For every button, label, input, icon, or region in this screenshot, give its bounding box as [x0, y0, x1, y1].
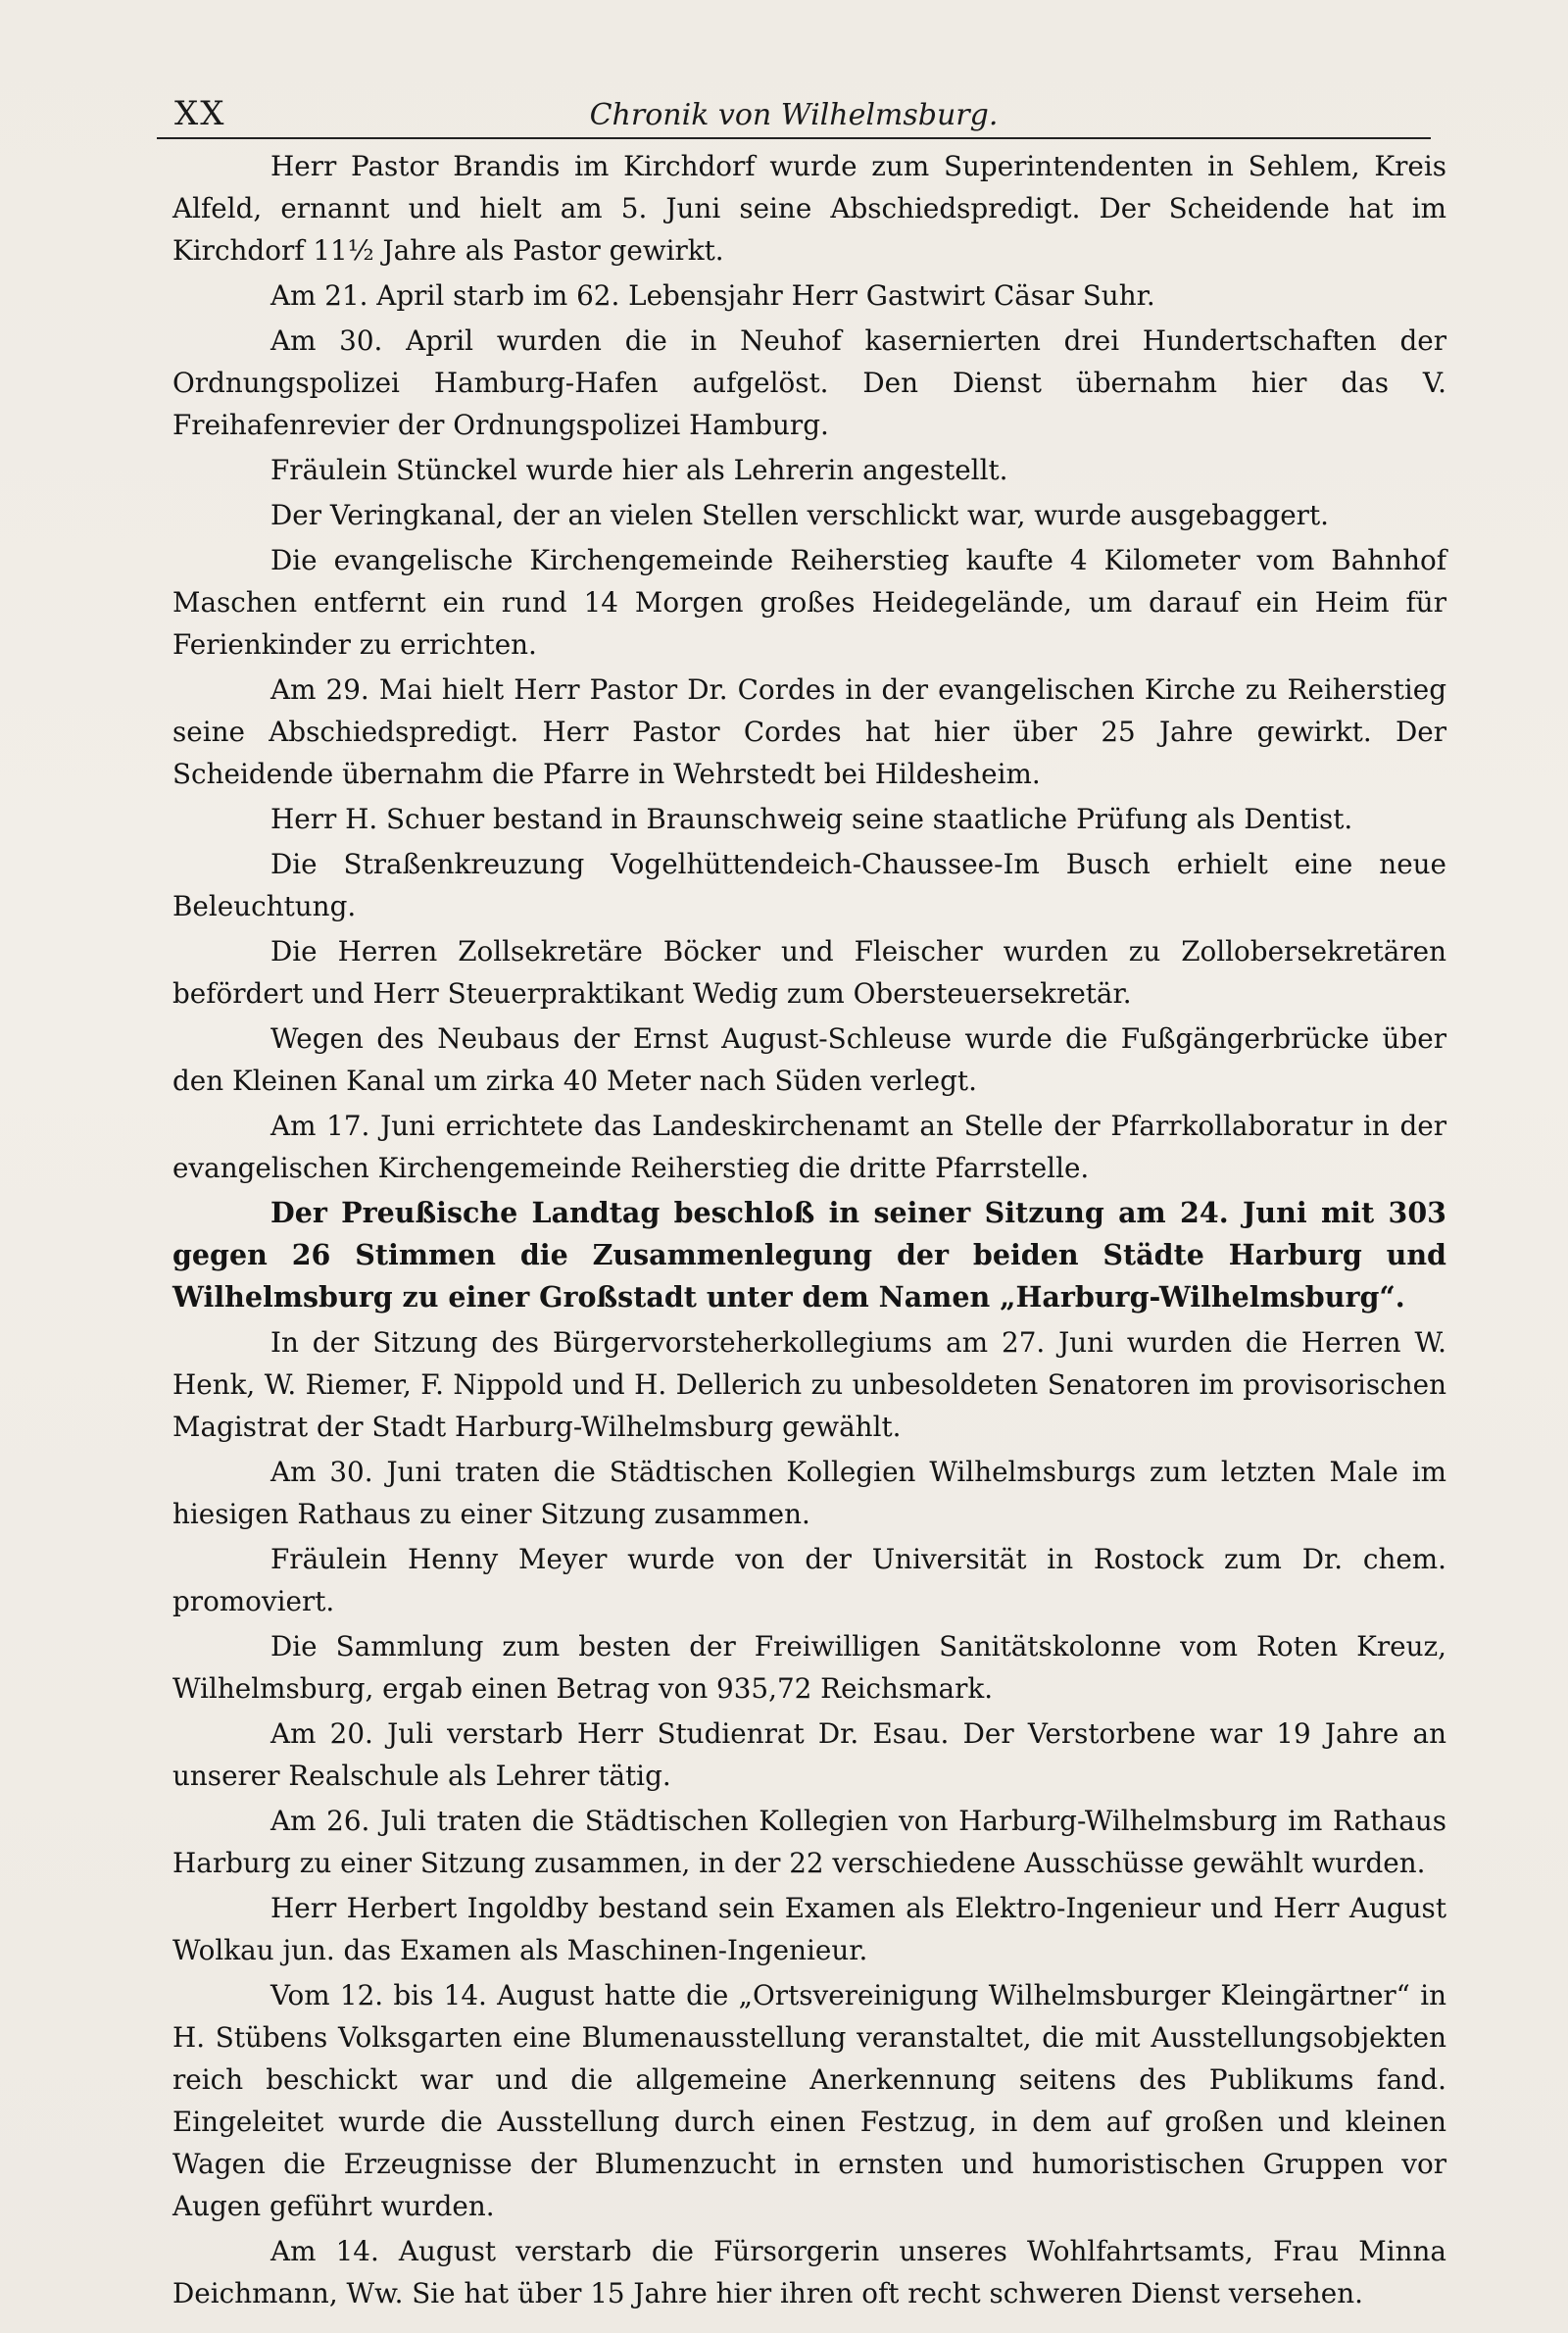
paragraph: Am 17. Juni errichtete das Landeskirchenamt an Stelle der Pfarrkollaboratur in der evangelischen Kirchengemeinde Reiherstieg die dritte Pfarrstelle.	[172, 1110, 1446, 1184]
paragraph: Herr Pastor Brandis im Kirchdorf wurde zum Superintendenten in Sehlem, Kreis Alfeld, ernannt und hielt am 5. Juni seine Abschiedspredigt. Der Scheidende hat im Kirchdorf 11½ Jahre als Pastor gewirkt.	[172, 150, 1446, 267]
page-header	[157, 94, 1431, 139]
paragraph: Die Straßenkreuzung Vogelhüttendeich-Chaussee-Im Busch erhielt eine neue Beleuchtung.	[172, 848, 1446, 922]
paragraph: Am 21. April starb im 62. Lebensjahr Herr Gastwirt Cäsar Suhr.	[270, 279, 1155, 312]
paragraph: Fräulein Stünckel wurde hier als Lehrerin angestellt.	[270, 454, 1008, 486]
paragraph: Am 29. Mai hielt Herr Pastor Dr. Cordes in der evangelischen Kirche zu Reiherstieg seine Abschiedspredigt. Herr Pastor Cordes hat hier über 25 Jahre gewirkt. Der Scheidende übernahm die Pfarre in Wehrstedt bei Hildesheim.	[172, 673, 1446, 790]
paragraph: Wegen des Neubaus der Ernst August-Schleuse wurde die Fußgängerbrücke über den Kleinen Kanal um zirka 40 Meter nach Süden verlegt.	[172, 1022, 1446, 1097]
bold-announcement-paragraph: Der Preußische Landtag beschloß in seiner Sitzung am 24. Juni mit 303 gegen 26 Stimmen die Zusammenlegung der beiden Städte Harburg und Wilhelmsburg zu einer Großstadt unter dem Namen „Harburg-Wilhelmsburg“.	[172, 1196, 1446, 1314]
paragraph: Die Sammlung zum besten der Freiwilligen Sanitätskolonne vom Roten Kreuz, Wilhelmsburg, ergab einen Betrag von 935,72 Reichsmark.	[172, 1630, 1446, 1705]
running-title: Chronik von Wilhelmsburg.	[589, 98, 999, 132]
chronicle-text	[172, 145, 1446, 2317]
paragraph: Fräulein Henny Meyer wurde von der Universität in Rostock zum Dr. chem. promoviert.	[172, 1543, 1446, 1617]
paragraph: Vom 12. bis 14. August hatte die „Ortsvereinigung Wilhelmsburger Kleingärtner“ in H. Stübens Volksgarten eine Blumenausstellung veranstaltet, die mit Ausstellungsobjekten reich beschickt war und die allgemeine Anerkennung seitens des Publikums fand. Eingeleitet wurde die Ausstellung durch einen Festzug, in dem auf großen und kleinen Wagen die Erzeugnisse der Blumenzucht in ernsten und humoristischen Gruppen vor Augen geführt wurden.	[172, 1979, 1446, 2222]
paragraph: Am 30. Juni traten die Städtischen Kollegien Wilhelmsburgs zum letzten Male im hiesigen Rathaus zu einer Sitzung zusammen.	[172, 1456, 1446, 1530]
paragraph: Die Herren Zollsekretäre Böcker und Fleischer wurden zu Zollobersekretären befördert und Herr Steuerpraktikant Wedig zum Obersteuersekretär.	[172, 935, 1446, 1010]
paragraph: Am 30. April wurden die in Neuhof kasernierten drei Hundertschaften der Ordnungspolizei Hamburg-Hafen aufgelöst. Den Dienst übernahm hier das V. Freihafenrevier der Ordnungspolizei Hamburg.	[172, 324, 1446, 441]
paragraph: Der Veringkanal, der an vielen Stellen verschlickt war, wurde ausgebaggert.	[270, 499, 1329, 531]
paragraph: Am 14. August verstarb die Fürsorgerin unseres Wohlfahrtsamts, Frau Minna Deichmann, Ww. Sie hat über 15 Jahre hier ihren oft recht schweren Dienst versehen.	[172, 2235, 1446, 2309]
paragraph: Am 26. Juli traten die Städtischen Kollegien von Harburg-Wilhelmsburg im Rathaus Harburg zu einer Sitzung zusammen, in der 22 verschiedene Ausschüsse gewählt wurden.	[172, 1805, 1446, 1879]
paragraph: Die evangelische Kirchengemeinde Reiherstieg kaufte 4 Kilometer vom Bahnhof Maschen entfernt ein rund 14 Morgen großes Heidegelände, um darauf ein Heim für Ferienkinder zu errichten.	[172, 544, 1446, 661]
paragraph: In der Sitzung des Bürgervorsteherkollegiums am 27. Juni wurden die Herren W. Henk, W. Riemer, F. Nippold und H. Dellerich zu unbesoldeten Senatoren im provisorischen Magistrat der Stadt Harburg-Wilhelmsburg gewählt.	[172, 1326, 1446, 1443]
page-number: XX	[174, 94, 226, 133]
paragraph: Herr Herbert Ingoldby bestand sein Examen als Elektro-Ingenieur und Herr August Wolkau jun. das Examen als Maschinen-Ingenieur.	[172, 1892, 1446, 1966]
paragraph: Am 20. Juli verstarb Herr Studienrat Dr. Esau. Der Verstorbene war 19 Jahre an unserer Realschule als Lehrer tätig.	[172, 1717, 1446, 1792]
paragraph: Herr H. Schuer bestand in Braunschweig seine staatliche Prüfung als Dentist.	[270, 803, 1353, 835]
